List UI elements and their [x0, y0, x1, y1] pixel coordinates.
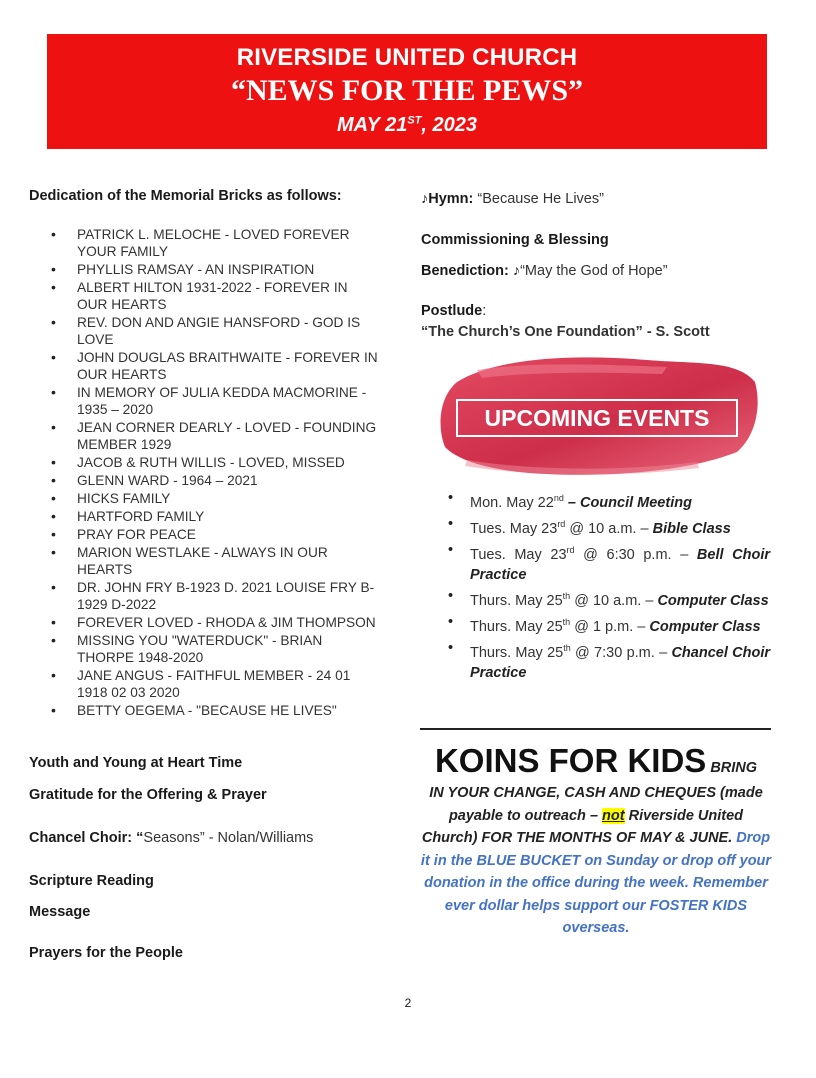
- event-item: • Tues. May 23rd @ 10 a.m. – Bible Class: [444, 514, 770, 539]
- brick-item: • JACOB & RUTH WILLIS - LOVED, MISSED: [29, 454, 379, 471]
- church-name: RIVERSIDE UNITED CHURCH: [236, 44, 578, 71]
- hymn: ♪Hymn: “Because He Lives”: [421, 191, 604, 207]
- left-column: [29, 188, 379, 720]
- brick-item: • PRAY FOR PEACE: [29, 526, 379, 543]
- youth-time: Youth and Young at Heart Time: [29, 755, 243, 771]
- brick-item: • JEAN CORNER DEARLY - LOVED - FOUNDING MEMBER 1929: [29, 419, 379, 453]
- gratitude-offering: Gratitude for the Offering & Prayer: [29, 787, 267, 803]
- benediction: Benediction: ♪“May the God of Hope”: [421, 263, 668, 279]
- header-banner: [47, 34, 767, 149]
- brick-item: • PATRICK L. MELOCHE - LOVED FOREVER YOUR FAMILY: [29, 226, 379, 260]
- issue-date: MAY 21ST, 2023: [336, 114, 478, 136]
- brick-item: • HARTFORD FAMILY: [29, 508, 379, 525]
- postlude-piece: “The Church’s One Foundation” - S. Scott: [421, 324, 710, 340]
- chancel-choir: Chancel Choir: “Seasons” - Nolan/Williams: [29, 830, 314, 846]
- brick-item: • MISSING YOU "WATERDUCK" - BRIAN THORPE 1948-2020: [29, 632, 379, 666]
- event-item: • Thurs. May 25th @ 7:30 p.m. – Chancel Choir Practice: [444, 638, 770, 684]
- message: Message: [29, 904, 91, 920]
- upcoming-events-banner: [437, 352, 762, 480]
- page-number: 2: [404, 996, 412, 1010]
- brick-item: • JANE ANGUS - FAITHFUL MEMBER - 24 01 1918 02 03 2020: [29, 667, 379, 701]
- event-item: • Tues. May 23rd @ 6:30 p.m. – Bell Choir Practice: [444, 540, 770, 586]
- newsletter-title: “NEWS FOR THE PEWS”: [230, 74, 584, 107]
- brick-item: • BETTY OEGEMA - "BECAUSE HE LIVES": [29, 702, 379, 719]
- scripture-reading: Scripture Reading: [29, 873, 154, 889]
- koins-body: IN YOUR CHANGE, CASH AND CHEQUES (made payable to outreach – not Riverside United Church) FOR THE MONTHS OF MAY & JUNE. Drop it in the BLUE BUCKET on Sunday or drop off your donation in the office during the week. Remember ever dollar helps support our FOSTER KIDS overseas.: [420, 785, 772, 936]
- events-list: [444, 488, 770, 684]
- dedication-heading: Dedication of the Memorial Bricks as follows:: [29, 188, 342, 204]
- brick-item: • IN MEMORY OF JULIA KEDDA MACMORINE - 1935 – 2020: [29, 384, 379, 418]
- koins-for-kids: KOINS FOR KIDS BRING IN YOUR CHANGE, CASH AND CHEQUES (made payable to outreach – not Riverside United Church) FOR THE MONTHS OF MAY & JUNE. Drop it in the BLUE BUCKET on Sunday or drop off your donation in the office during the week. Remember ever dollar helps support our FOSTER KIDS overseas.: [420, 742, 772, 940]
- brick-item: • MARION WESTLAKE - ALWAYS IN OUR HEARTS: [29, 544, 379, 578]
- brick-item: • ALBERT HILTON 1931-2022 - FOREVER IN OUR HEARTS: [29, 279, 379, 313]
- upcoming-events-text: UPCOMING EVENTS: [484, 405, 710, 431]
- event-item: • Thurs. May 25th @ 10 a.m. – Computer Class: [444, 586, 770, 611]
- divider-line: [420, 728, 771, 730]
- koins-blue-text: Drop it in the BLUE BUCKET on Sunday or drop off your donation in the office during the week. Remember ever dollar helps support our FOSTER KIDS overseas.: [420, 830, 772, 936]
- brick-item: • REV. DON AND ANGIE HANSFORD - GOD IS LOVE: [29, 314, 379, 348]
- event-item: • Thurs. May 25th @ 1 p.m. – Computer Class: [444, 612, 770, 637]
- brick-item: • GLENN WARD - 1964 – 2021: [29, 472, 379, 489]
- brick-item: • JOHN DOUGLAS BRAITHWAITE - FOREVER IN OUR HEARTS: [29, 349, 379, 383]
- postlude-heading: Postlude:: [421, 303, 487, 319]
- brick-item: • DR. JOHN FRY B-1923 D. 2021 LOUISE FRY B-1929 D-2022: [29, 579, 379, 613]
- brick-item: • FOREVER LOVED - RHODA & JIM THOMPSON: [29, 614, 379, 631]
- prayers-for-people: Prayers for the People: [29, 945, 183, 961]
- koins-title: KOINS FOR KIDS: [434, 742, 707, 779]
- brick-item: • PHYLLIS RAMSAY - AN INSPIRATION: [29, 261, 379, 278]
- memorial-bricks-list: [29, 226, 379, 719]
- commissioning: Commissioning & Blessing: [421, 232, 609, 248]
- brick-item: • HICKS FAMILY: [29, 490, 379, 507]
- event-item: • Mon. May 22nd – Council Meeting: [444, 488, 770, 513]
- not-highlight: not: [602, 807, 625, 824]
